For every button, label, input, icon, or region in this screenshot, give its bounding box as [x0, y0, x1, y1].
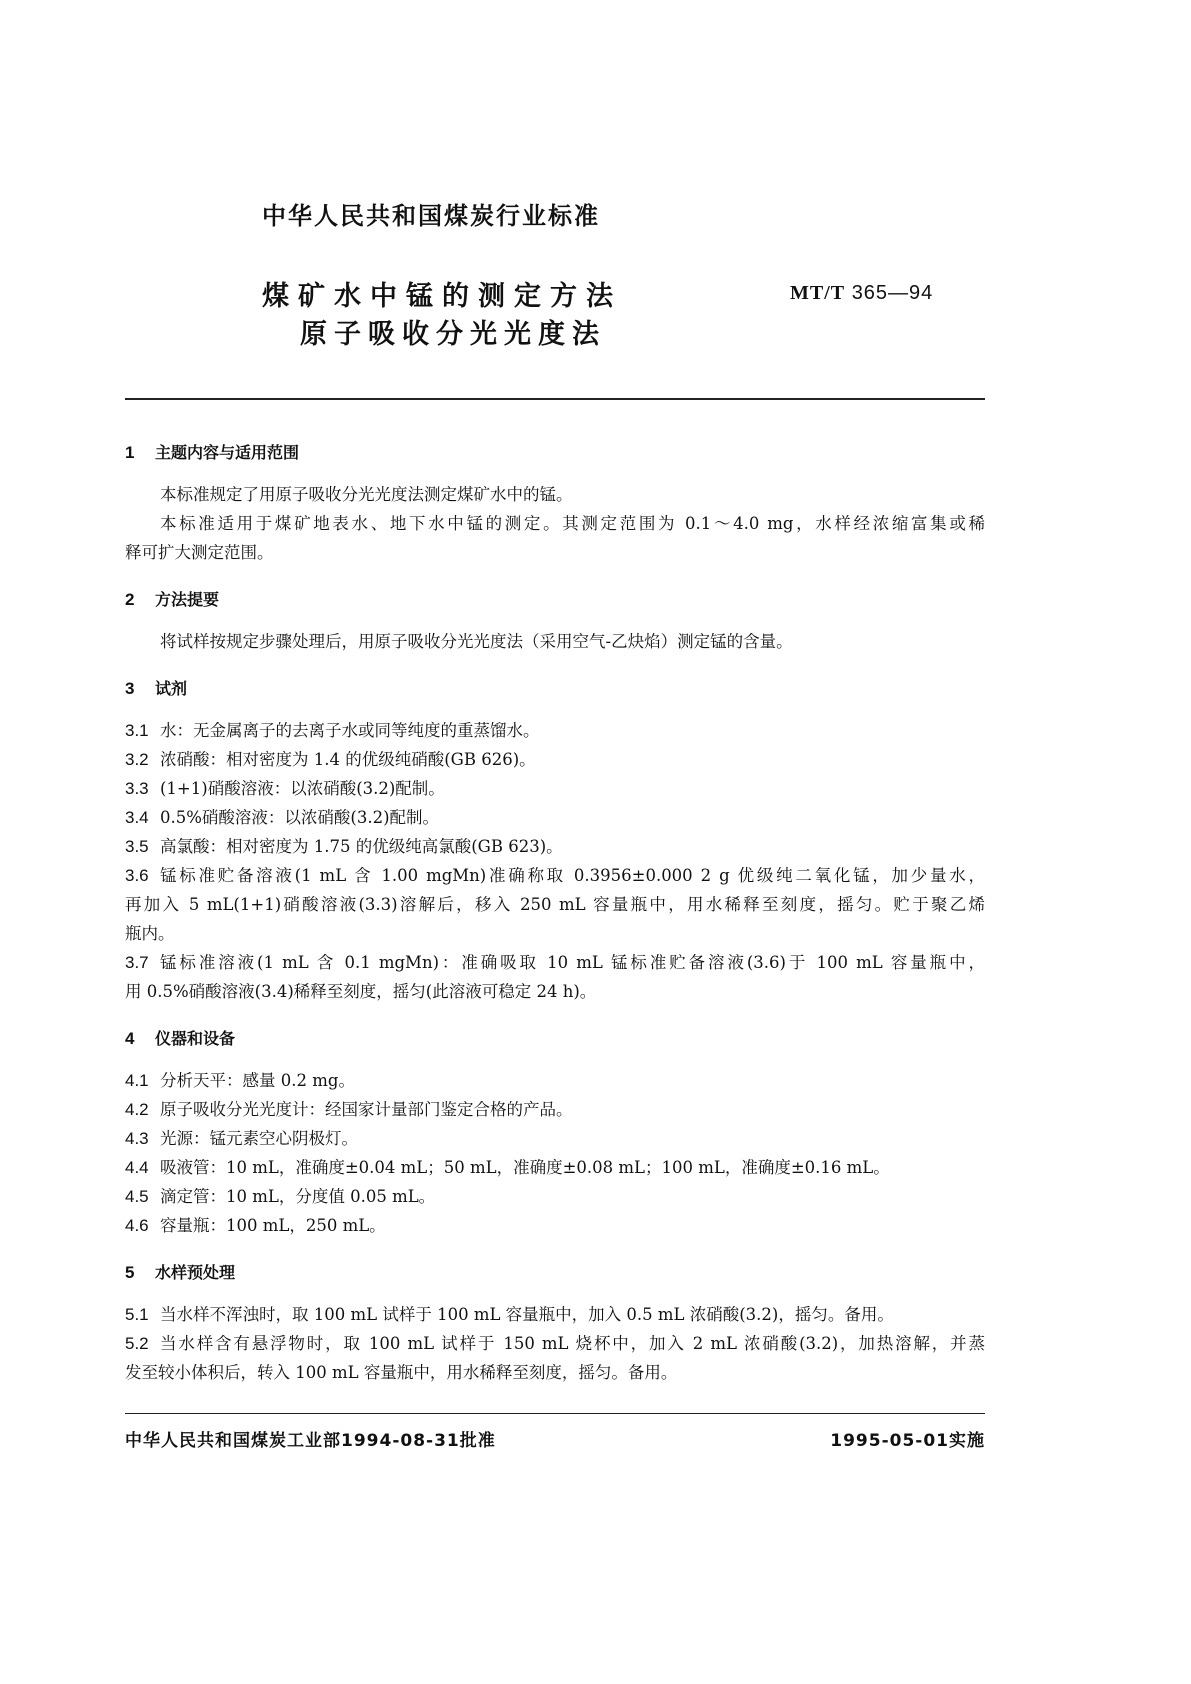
clause-text-line: 锰标准贮备溶液(1 mL 含 1.00 mgMn)准确称取 0.3956±0.000 2 g 优级纯二氧化锰，加少量水， [160, 866, 985, 885]
clause-text-line: 分析天平：感量 0.2 mg。 [160, 1071, 355, 1090]
clause-number: 3.7 [125, 953, 149, 972]
clause-text-line: 发至较小体积后，转入 100 mL 容量瓶中，用水稀释至刻度，摇匀。备用。 [125, 1363, 678, 1382]
clause-text-line: 用 0.5%硝酸溶液(3.4)稀释至刻度，摇匀(此溶液可稳定 24 h)。 [125, 982, 597, 1001]
clause-number: 4.6 [125, 1216, 149, 1235]
section-heading: 主题内容与适用范围 [155, 443, 300, 462]
clause-number: 4.1 [125, 1071, 149, 1090]
clause-text-line: 原子吸收分光光度计：经国家计量部门鉴定合格的产品。 [160, 1100, 573, 1119]
clause-text-line: 瓶内。 [125, 924, 175, 943]
paragraph-line: 本标准规定了用原子吸收分光光度法测定煤矿水中的锰。 [160, 485, 573, 504]
clause-number: 4.4 [125, 1158, 149, 1177]
section-number: 5 [125, 1263, 135, 1282]
section-heading: 方法提要 [155, 590, 220, 609]
clause-text-line: 锰标准溶液(1 mL 含 0.1 mgMn)：准确吸取 10 mL 锰标准贮备溶液(3.6)于 100 mL 容量瓶中， [160, 953, 985, 972]
section-number: 1 [125, 443, 135, 462]
paragraph-line: 释可扩大测定范围。 [125, 543, 274, 562]
section-heading: 水样预处理 [155, 1263, 236, 1282]
paragraph-line: 将试样按规定步骤处理后，用原子吸收分光光度法（采用空气-乙炔焰）测定锰的含量。 [160, 632, 793, 651]
section-heading: 仪器和设备 [155, 1029, 236, 1048]
clause-text-line: 光源：锰元素空心阴极灯。 [160, 1129, 358, 1148]
clause-number: 3.2 [125, 750, 149, 769]
clause-number: 5.2 [125, 1334, 149, 1353]
document-header: 中华人民共和国煤炭行业标准 [262, 202, 600, 230]
clause-number: 3.1 [125, 721, 149, 740]
section-heading: 试剂 [155, 679, 188, 698]
clause-text-line: 高氯酸：相对密度为 1.75 的优级纯高氯酸(GB 623)。 [160, 837, 563, 856]
effective-date: 1995-05-01实施 [830, 1431, 985, 1451]
section-number: 3 [125, 679, 135, 698]
clause-text-line: 浓硝酸：相对密度为 1.4 的优级纯硝酸(GB 626)。 [160, 750, 536, 769]
title-line-2: 原子吸收分光光度法 [300, 319, 606, 350]
header-rule [125, 398, 985, 400]
clause-number: 4.5 [125, 1187, 149, 1206]
standard-code-prefix: MT/T [790, 282, 846, 304]
clause-text-line: (1+1)硝酸溶液：以浓硝酸(3.2)配制。 [160, 779, 445, 798]
clause-text-line: 滴定管：10 mL，分度值 0.05 mL。 [160, 1187, 436, 1206]
section-number: 4 [125, 1029, 135, 1048]
approval-date: 中华人民共和国煤炭工业部1994-08-31批准 [125, 1431, 496, 1451]
clause-number: 3.3 [125, 779, 149, 798]
clause-text-line: 容量瓶：100 mL，250 mL。 [160, 1216, 386, 1235]
clause-number: 3.5 [125, 837, 149, 856]
clause-number: 5.1 [125, 1305, 149, 1324]
clause-text-line: 水：无金属离子的去离子水或同等纯度的重蒸馏水。 [160, 721, 540, 740]
section-number: 2 [125, 590, 135, 609]
standard-code [790, 282, 933, 305]
clause-text-line: 当水样不浑浊时，取 100 mL 试样于 100 mL 容量瓶中，加入 0.5 mL 浓硝酸(3.2)，摇匀。备用。 [160, 1305, 894, 1324]
standard-code-number: 365—94 [851, 282, 934, 304]
clause-text-line: 当水样含有悬浮物时，取 100 mL 试样于 150 mL 烧杯中，加入 2 mL 浓硝酸(3.2)，加热溶解，并蒸 [160, 1334, 985, 1353]
clause-text-line: 再加入 5 mL(1+1)硝酸溶液(3.3)溶解后，移入 250 mL 容量瓶中，用水稀释至刻度，摇匀。贮于聚乙烯 [125, 895, 985, 914]
paragraph-line: 本标准适用于煤矿地表水、地下水中锰的测定。其测定范围为 0.1～4.0 mg，水样经浓缩富集或稀 [160, 514, 985, 533]
clause-number: 3.4 [125, 808, 149, 827]
clause-number: 4.3 [125, 1129, 149, 1148]
clause-text-line: 0.5%硝酸溶液：以浓硝酸(3.2)配制。 [160, 808, 440, 827]
clause-text-line: 吸液管：10 mL，准确度±0.04 mL；50 mL，准确度±0.08 mL；100 mL，准确度±0.16 mL。 [160, 1158, 890, 1177]
clause-number: 3.6 [125, 866, 149, 885]
title-line-1: 煤矿水中锰的测定方法 [262, 281, 622, 312]
footer-rule [125, 1413, 985, 1414]
clause-number: 4.2 [125, 1100, 149, 1119]
